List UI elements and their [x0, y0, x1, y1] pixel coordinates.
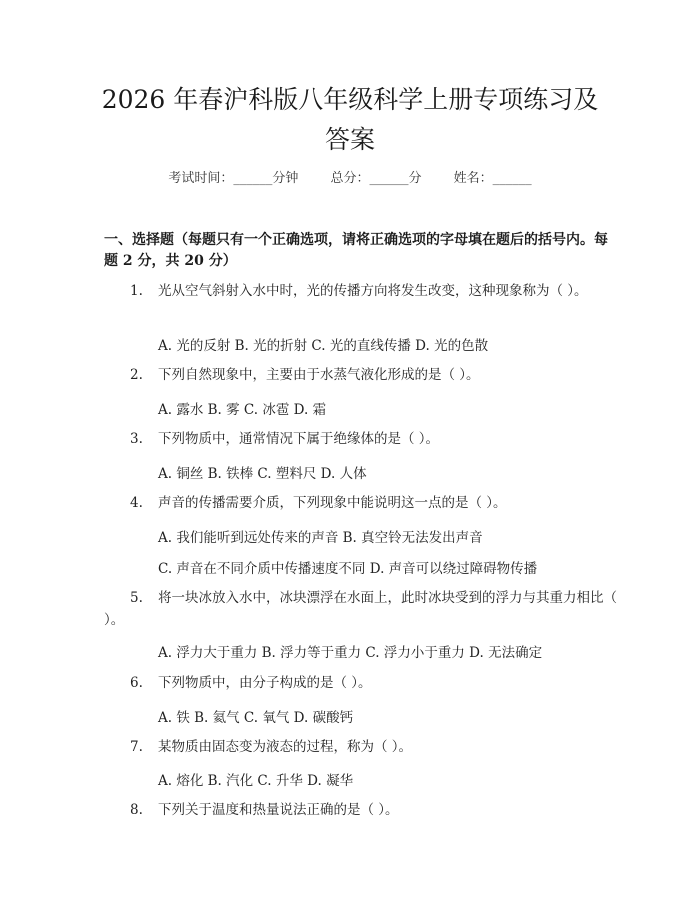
question-number: 6.	[130, 675, 143, 691]
title-line-1: 2026 年春沪科版八年级科学上册专项练习及	[101, 85, 599, 114]
document-title	[70, 80, 630, 160]
question-number: 4.	[130, 495, 143, 511]
question-4	[104, 492, 620, 514]
question-4-options-row-2: C. 声音在不同介质中传播速度不同 D. 声音可以绕过障碍物传播	[158, 561, 538, 577]
question-4-options-row-1: A. 我们能听到远处传来的声音 B. 真空铃无法发出声音	[158, 530, 483, 546]
question-5-options: A. 浮力大于重力 B. 浮力等于重力 C. 浮力小于重力 D. 无法确定	[158, 645, 543, 661]
question-7	[104, 736, 620, 758]
question-2-options: A. 露水 B. 雾 C. 冰雹 D. 霜	[158, 402, 327, 418]
question-1	[104, 280, 620, 302]
question-number: 7.	[130, 739, 143, 755]
question-stem: 某物质由固态变为液态的过程，称为（ ）。	[158, 739, 413, 755]
title-line-2: 答案	[324, 125, 375, 154]
student-name-field: 姓名：______	[453, 171, 532, 186]
question-7-options: A. 熔化 B. 汽化 C. 升华 D. 凝华	[158, 773, 354, 789]
question-5	[104, 587, 620, 631]
question-6-options: A. 铁 B. 氦气 C. 氧气 D. 碳酸钙	[158, 710, 354, 726]
question-number: 1.	[130, 283, 143, 299]
question-1-options: A. 光的反射 B. 光的折射 C. 光的直线传播 D. 光的色散	[158, 338, 489, 354]
section-heading: 一、选择题（每题只有一个正确选项，请将正确选项的字母填在题后的括号内。每题 2 分，共 20 分）	[104, 232, 608, 269]
question-2	[104, 364, 620, 386]
question-stem: 将一块冰放入水中，冰块漂浮在水面上，此时冰块受到的浮力与其重力相比（ ）。	[104, 590, 617, 628]
exam-info-line	[0, 167, 700, 186]
question-stem: 声音的传播需要介质，下列现象中能说明这一点的是（ ）。	[158, 495, 507, 511]
exam-time-field: 考试时间：______分钟	[168, 171, 299, 186]
question-6	[104, 672, 620, 694]
question-3-options: A. 铜丝 B. 铁棒 C. 塑料尺 D. 人体	[158, 466, 367, 482]
question-number: 8.	[130, 802, 143, 818]
question-stem: 下列自然现象中，主要由于水蒸气液化形成的是（ ）。	[158, 367, 480, 383]
question-8	[104, 799, 620, 821]
question-stem: 下列物质中，通常情况下属于绝缘体的是（ ）。	[158, 431, 440, 447]
total-score-field: 总分：______分	[330, 171, 422, 186]
question-stem: 下列物质中，由分子构成的是（ ）。	[158, 675, 372, 691]
question-number: 2.	[130, 367, 143, 383]
question-number: 3.	[130, 431, 143, 447]
question-stem: 光从空气斜射入水中时，光的传播方向将发生改变，这种现象称为（ ）。	[158, 283, 588, 299]
question-stem: 下列关于温度和热量说法正确的是（ ）。	[158, 802, 399, 818]
question-number: 5.	[130, 590, 143, 606]
question-3	[104, 428, 620, 450]
